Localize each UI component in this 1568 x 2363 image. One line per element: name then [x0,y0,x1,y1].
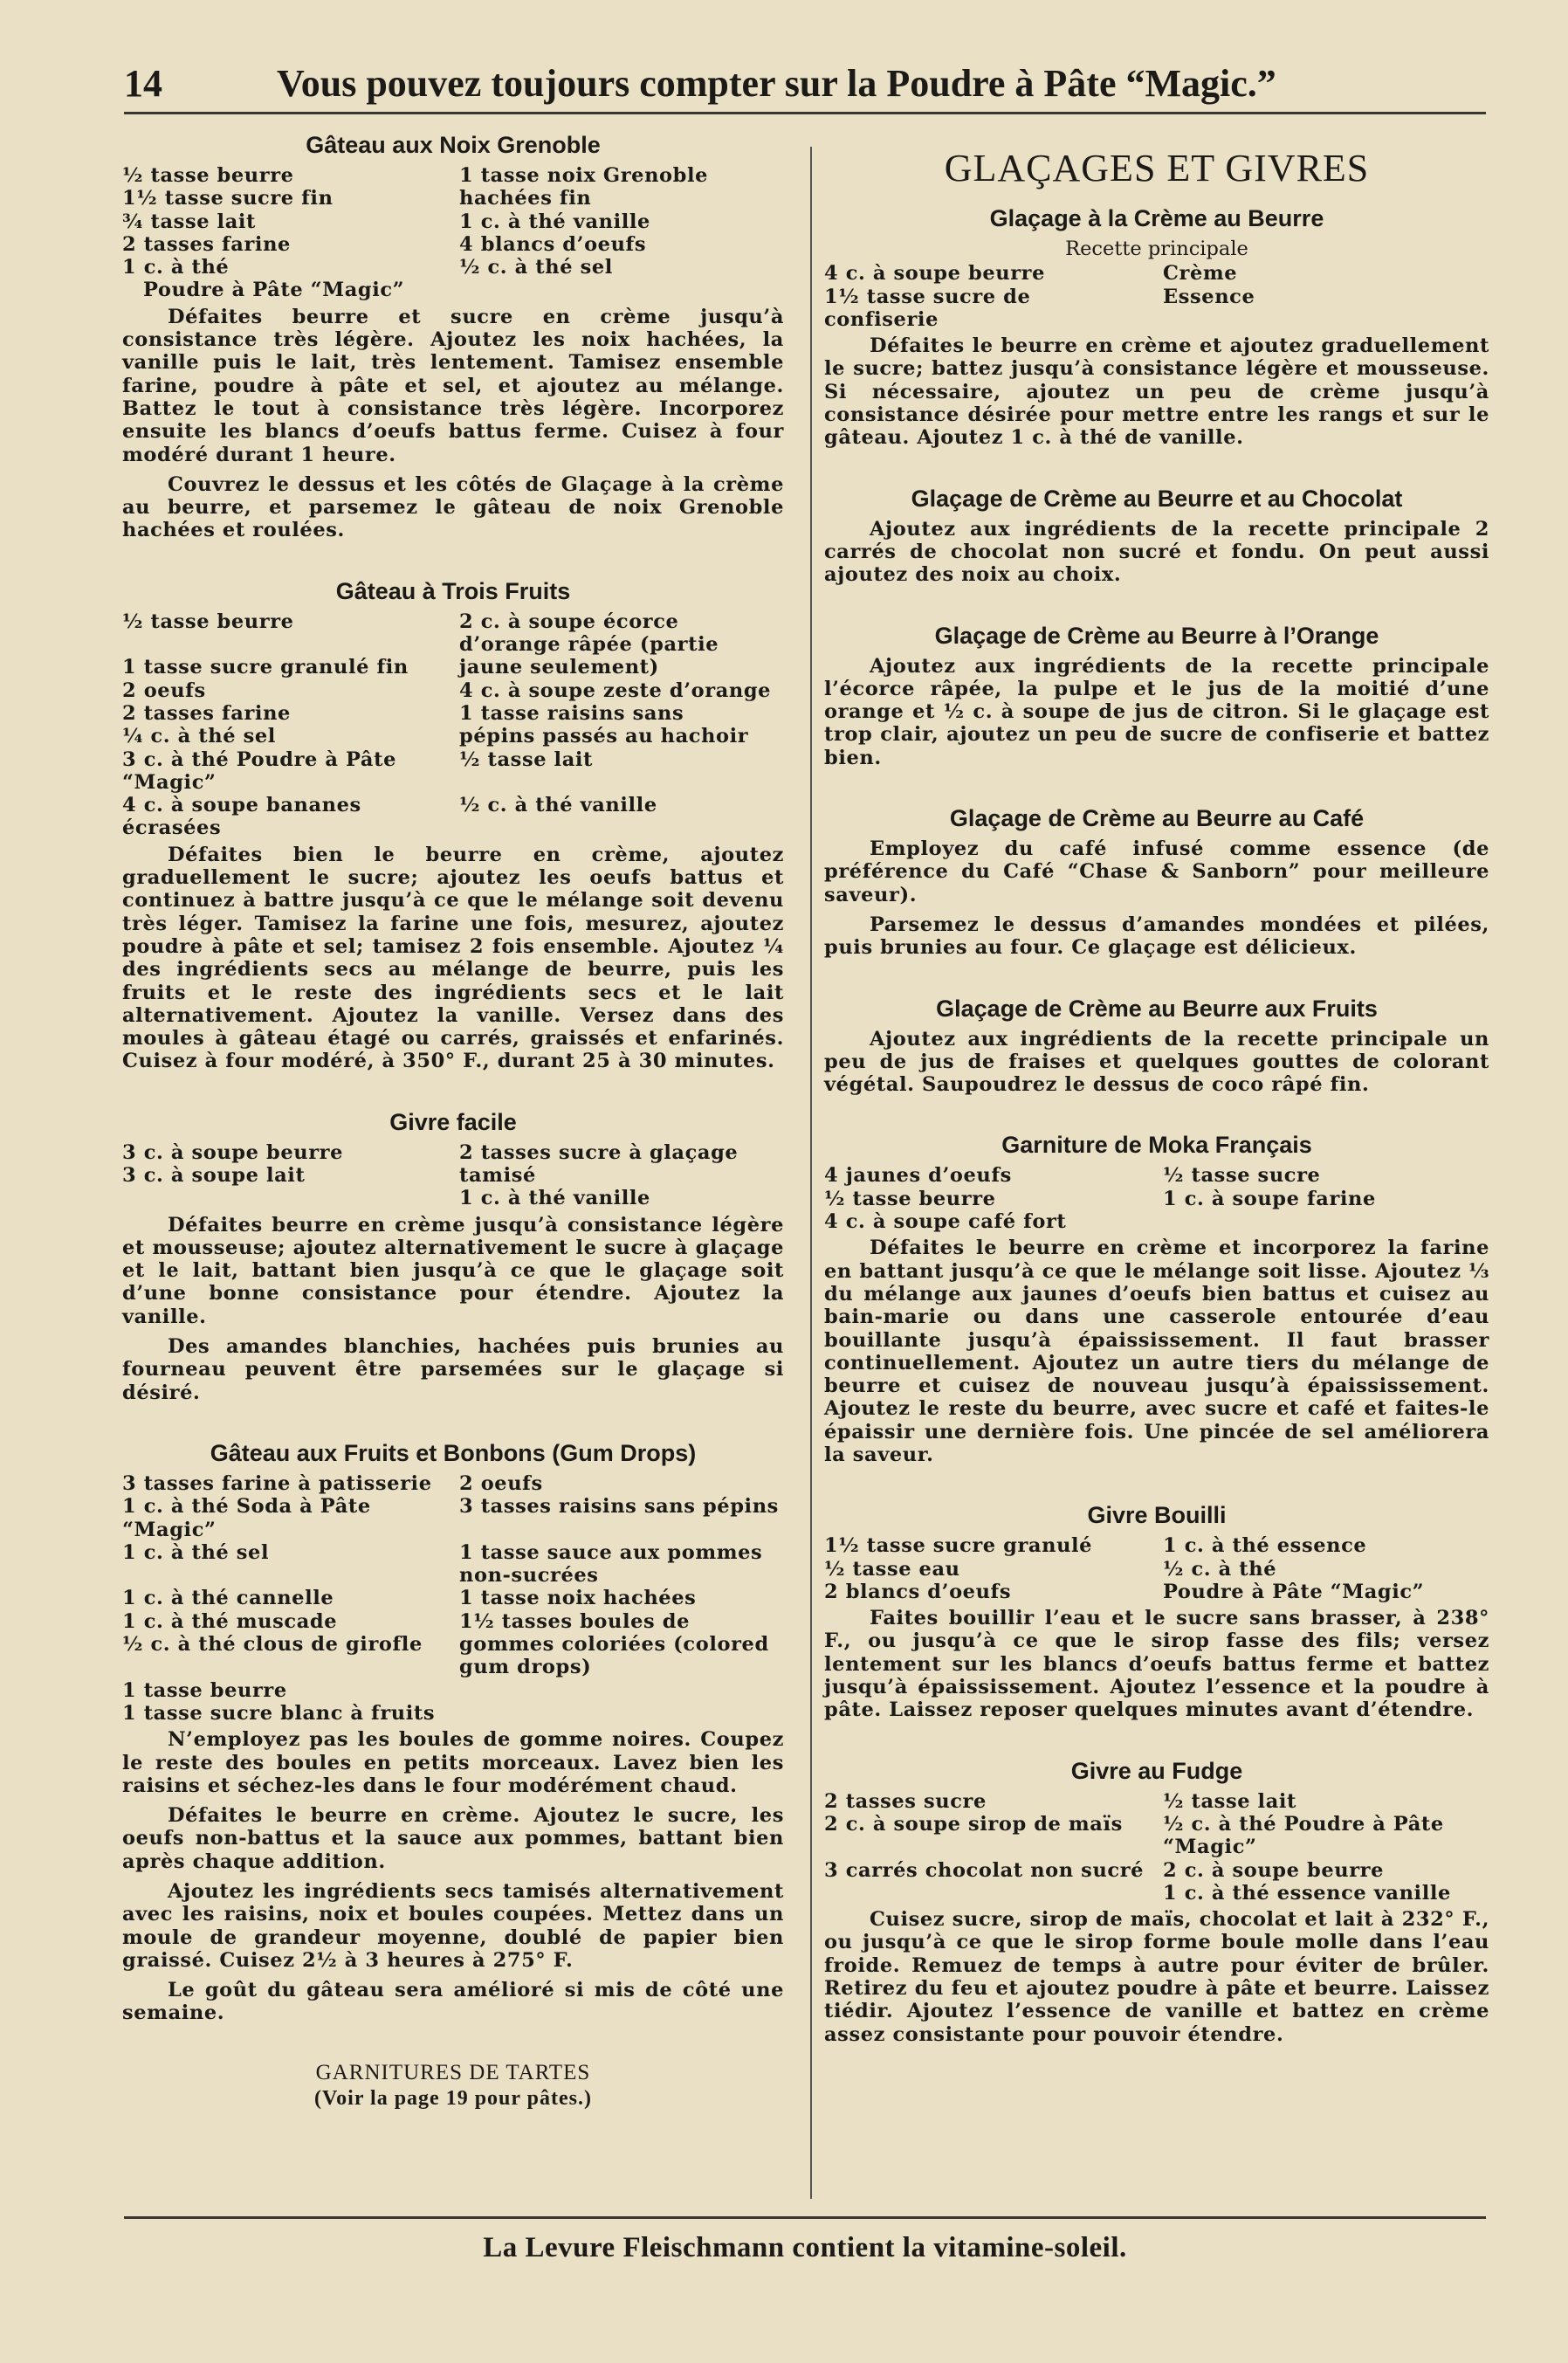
ingredient: 3 c. à soupe lait [122,1163,306,1187]
garnitures-title: GARNITURES DE TARTES [315,2060,591,2084]
ingredient: 3 c. à soupe beurre [122,1140,344,1164]
ingredient: 1 c. à soupe farine [1163,1187,1376,1210]
recipe-title: Givre au Fudge [1070,1757,1243,1784]
ingredient: 1 c. à thé essence vanille [1163,1881,1451,1905]
ingredient: ½ tasse sucre [1163,1164,1321,1188]
ingredient [824,1882,1151,1905]
ingredient: 1 tasse sucre granulé fin [122,656,409,679]
recipe-givre-bouilli [824,1501,1489,1721]
recipe-title: Gâteau aux Noix Grenoble [306,132,601,158]
footer-rule [124,2216,1486,2219]
ingredient-list [122,164,784,302]
ingredient: 1 tasse beurre [122,1678,287,1702]
instruction-paragraph: Défaites beurre en crème jusqu’à consistance légère et mousseuse; ajoutez alternativement le sucre à glaçage et le lait, battant bien jusqu’à ce que le glaçage soit d’une bonne consistance pour étendre. Ajoutez la vanille. [122,1213,784,1328]
ingredient: 1 c. à thé [122,256,230,279]
ingredient: 3 tasses farine à patisserie [122,1471,432,1495]
ingredient: ½ tasse beurre [824,1187,996,1210]
recipe-title: Glaçage de Crème au Beurre et au Chocolat [911,485,1403,512]
recipe-glacage-chocolat [824,485,1489,587]
recipe-title: Givre Bouilli [1087,1502,1227,1529]
instruction-paragraph: Couvrez le dessus et les côtés de Glaçage à la crème au beurre, et parsemez le gâteau de noix Grenoble hachées et roulées. [122,472,784,542]
ingredient: 3 c. à thé Poudre à Pâte “Magic” [122,747,396,794]
instruction-paragraph: Défaites le beurre en crème. Ajoutez le sucre, les oeufs non-battus et la sauce aux pommes, battant bien après chaque addition. [122,1804,784,1873]
instruction-paragraph: Défaites le beurre en crème et ajoutez graduellement le sucre; battez jusqu’à consistance légère et mousseuse. Si nécessaire, ajoutez un peu de crème jusqu’à consistance désirée pour mettre entre les rangs et sur le gâteau. Ajoutez 1 c. à thé de vanille. [824,334,1489,450]
ingredient: 4 c. à soupe zeste d’orange [459,679,772,702]
ingredient: 2 tasses farine [122,701,291,725]
recipe-title: Glaçage à la Crème au Beurre [989,205,1324,231]
ingredient: 1 tasse sauce aux pommes non-sucrées [459,1540,763,1588]
ingredient: pépins passés au hachoir [459,725,749,748]
instruction-paragraph: Employez du café infusé comme essence (de préférence du Café “Chase & Sanborn” pour meilleure saveur). [824,837,1489,906]
column-divider [810,147,812,2199]
recipe-glacage-creme-beurre [824,204,1489,450]
recipe-title: Gâteau à Trois Fruits [335,577,571,604]
ingredient: 2 tasses sucre [824,1789,987,1813]
ingredient: Poudre à Pâte “Magic” [143,279,405,302]
page-header [124,61,1486,114]
recipe-garniture-moka [824,1131,1489,1466]
page-number: 14 [124,62,162,105]
ingredient: jaune seulement) [459,656,659,679]
ingredient [459,1702,784,1725]
instruction-paragraph: Défaites bien le beurre en crème, ajoutez graduellement le sucre; ajoutez les oeufs battus et continuez à battre jusqu’à ce que le mélange soit devenu très léger. Tamisez la farine une fois, mesurez, ajoutez poudre à pâte et sel; tamisez 2 fois ensemble. Ajoutez ¼ des ingrédients secs au mélange de beurre, puis les fruits et le reste des ingrédients secs et le lait alternativement. Ajoutez la vanille. Versez dans des moules à gâteau étagé ou carrés, graissés et enfarinés. Cuisez à four modéré, à 350° F., durant 25 à 30 minutes. [122,843,784,1073]
left-column [122,131,784,2111]
ingredient: Essence [1163,285,1255,308]
recipe-title: Glaçage de Crème au Beurre aux Fruits [936,995,1378,1022]
ingredient: 1½ tasses boules de [459,1609,690,1633]
instruction-paragraph: Des amandes blanchies, hachées puis brunies au fourneau peuvent être parsemées sur le glaçage si désiré. [122,1335,784,1404]
ingredient: 1 c. à thé essence [1163,1534,1367,1558]
recipe-title: Gâteau aux Fruits et Bonbons (Gum Drops) [210,1439,697,1466]
ingredient: ½ c. à thé sel [459,256,613,279]
instruction-paragraph: Défaites le beurre en crème et incorporez la farine en battant jusqu’à ce que le mélange soit lisse. Ajoutez ⅓ du mélange aux jaunes d’oeufs bien battus et cuisez au bain-marie ou dans une casserole entourée d’eau bouillante jusqu’à épaississement. Il faut brasser continuellement. Ajoutez un autre tiers du mélange de beurre et cuisez de nouveau jusqu’à épaississement. Ajoutez le reste du beurre, avec sucre et café et faites-le épaissir une dernière fois. Une pincée de sel améliorera la saveur. [824,1237,1489,1466]
section-title: GLAÇAGES ET GIVRES [944,147,1370,189]
ingredient: ¾ tasse lait [122,210,257,233]
ingredient: gommes coloriées (colored gum drops) [459,1633,769,1679]
ingredient-list [824,262,1489,331]
instruction-paragraph: Cuisez sucre, sirop de maïs, chocolat et lait à 232° F., ou jusqu’à ce que le sirop forme boule molle dans l’eau froide. Remuez de temps à autre pour éviter de brûler. Retirez du feu et ajoutez poudre à pâte et beurre. Laissez tiédir. Ajoutez l’essence de vanille et battez en crème assez consistante pour pouvoir étendre. [824,1908,1489,2046]
ingredient: 2 c. à soupe écorce d’orange râpée (partie [459,610,719,657]
instruction-paragraph: Défaites beurre et sucre en crème jusqu’à consistance très légère. Ajoutez les noix hachées, la vanille puis le lait, très lentement. Tamisez ensemble farine, poudre à pâte et sel, et ajoutez au mélange. Battez le tout à consistance très légère. Incorporez ensuite les blancs d’oeufs battus ferme. Cuisez à four modéré durant 1 heure. [122,305,784,466]
ingredient: 3 tasses raisins sans pépins [459,1495,779,1519]
ingredient: 2 tasses farine [122,232,291,256]
instruction-paragraph: Ajoutez aux ingrédients de la recette principale un peu de jus de fraises et quelques gouttes de colorant végétal. Saupoudrez le dessus de coco râpé fin. [824,1027,1489,1097]
ingredient: 4 c. à soupe bananes écrasées [122,794,361,840]
ingredient: 1 tasse noix hachées [459,1587,697,1610]
ingredient: 1 tasse noix Grenoble [459,164,709,187]
ingredient: 1 c. à thé sel [122,1540,270,1564]
instruction-paragraph: Parsemez le dessus d’amandes mondées et pilées, puis brunies au four. Ce glaçage est délicieux. [824,913,1489,960]
ingredient: 1½ tasse sucre fin [122,187,334,210]
page-header-title: Vous pouvez toujours compter sur la Poudre à Pâte “Magic.” [277,62,1276,105]
instruction-paragraph: N’employez pas les boules de gomme noires. Coupez le reste des boules en petits morceaux. Lavez bien les raisins et séchez-les dans le four modérément chaud. [122,1728,784,1797]
recipe-title: Glaçage de Crème au Beurre à l’Orange [934,622,1379,649]
ingredient: 1 tasse sucre blanc à fruits [122,1701,436,1725]
ingredient: 4 c. à soupe café fort [824,1210,1067,1234]
ingredient: ½ tasse lait [459,747,594,771]
ingredient [459,1679,784,1702]
recipe-glacage-cafe [824,804,1489,959]
ingredient-list [824,1790,1489,1905]
ingredient: hachées fin [459,187,592,210]
garnitures-note: (Voir la page 19 pour pâtes.) [314,2086,592,2110]
ingredient: ½ c. à thé vanille [459,794,657,817]
ingredient: 2 blancs d’oeufs [824,1580,1012,1603]
ingredient: ½ tasse lait [1163,1789,1297,1813]
ingredient: Crème [1163,262,1238,286]
recipe-glacage-fruits [824,995,1489,1097]
instruction-paragraph: Ajoutez les ingrédients secs tamisés alternativement avec les raisins, noix et boules coupées. Mettez dans un moule de grandeur moyenne, doublé de papier bien graissé. Cuisez 2½ à 3 heures à 275° F. [122,1880,784,1972]
header-rule [124,112,1486,114]
ingredient: 4 blancs d’oeufs [459,232,647,256]
ingredient: 1 c. à thé muscade [122,1609,338,1633]
page-footer: La Levure Fleischmann contient la vitamine-soleil. [483,2232,1127,2263]
ingredient: 1 c. à thé Soda à Pâte “Magic” [122,1495,371,1541]
ingredient-list [122,610,784,840]
ingredient: 2 c. à soupe sirop de maïs [824,1812,1123,1836]
ingredient: 1 tasse raisins sans [459,701,684,725]
ingredient: 1½ tasse sucre granulé [824,1534,1093,1558]
instruction-paragraph: Ajoutez aux ingrédients de la recette principale 2 carrés de chocolat non sucré et fondu. On peut aussi ajoutez des noix au choix. [824,517,1489,587]
recipe-glacage-orange [824,622,1489,769]
ingredient: Poudre à Pâte “Magic” [1163,1580,1425,1603]
recipe-subtitle: Recette principale [1065,238,1248,260]
recipe-title: Garniture de Moka Français [1001,1132,1312,1159]
ingredient-list [824,1534,1489,1603]
ingredient: 2 oeufs [459,1471,543,1495]
ingredient: ¼ c. à thé sel [122,725,276,748]
instruction-paragraph: Faites bouillir l’eau et le sucre sans brasser, à 238° F., ou jusqu’à ce que le sirop fasse des fils; versez lentement sur les blancs d’oeufs battus ferme et battez jusqu’à épaississement. Ajoutez l’essence et la poudre à pâte. Laissez reposer quelques minutes avant d’étendre. [824,1607,1489,1722]
instruction-paragraph: Le goût du gâteau sera amélioré si mis de côté une semaine. [122,1979,784,2025]
recipe-title: Glaçage de Crème au Beurre au Café [949,805,1365,832]
ingredient: 4 c. à soupe beurre [824,262,1046,286]
recipe-gateau-fruits-bonbons [122,1439,784,2025]
ingredient-list [824,1164,1489,1233]
ingredient: 1 c. à thé vanille [459,1187,650,1210]
ingredient: 2 oeufs [122,679,206,702]
ingredient: 1 c. à thé cannelle [122,1587,334,1610]
ingredient: 2 tasses sucre à glaçage [459,1140,739,1164]
ingredient [122,1187,447,1209]
recipe-gateau-trois-fruits [122,577,784,1073]
recipe-title: Givre facile [389,1108,517,1135]
right-column [824,131,1489,2081]
instruction-paragraph: Ajoutez aux ingrédients de la recette principale l’écorce râpée, la pulpe et le jus de la moitié d’une orange et ½ c. à soupe de jus de citron. Si le glaçage est trop clair, ajoutez un peu de sucre de confiserie et battez bien. [824,654,1489,769]
ingredient: ½ c. à thé clous de girofle [122,1633,423,1657]
ingredient: 1 c. à thé vanille [459,210,650,233]
recipe-givre-fudge [824,1757,1489,2046]
garnitures-de-tartes [122,2060,784,2111]
ingredient: 2 c. à soupe beurre [1163,1858,1385,1882]
ingredient: ½ c. à thé [1163,1557,1277,1581]
recipe-givre-facile [122,1108,784,1404]
recipe-gateau-noix-grenoble [122,131,784,542]
ingredient: 1½ tasse sucre de confiserie [824,285,1031,331]
ingredient: ½ tasse beurre [122,610,294,633]
ingredient: 4 jaunes d’oeufs [824,1164,1012,1188]
ingredient-list [122,1141,784,1210]
ingredient: ½ tasse eau [824,1557,960,1581]
ingredient: ½ tasse beurre [122,164,294,187]
ingredient: tamisé [459,1163,536,1187]
ingredient: 3 carrés chocolat non sucré [824,1858,1145,1882]
ingredient: ½ c. à thé Poudre à Pâte “Magic” [1163,1812,1444,1859]
ingredient-list [122,1472,784,1725]
